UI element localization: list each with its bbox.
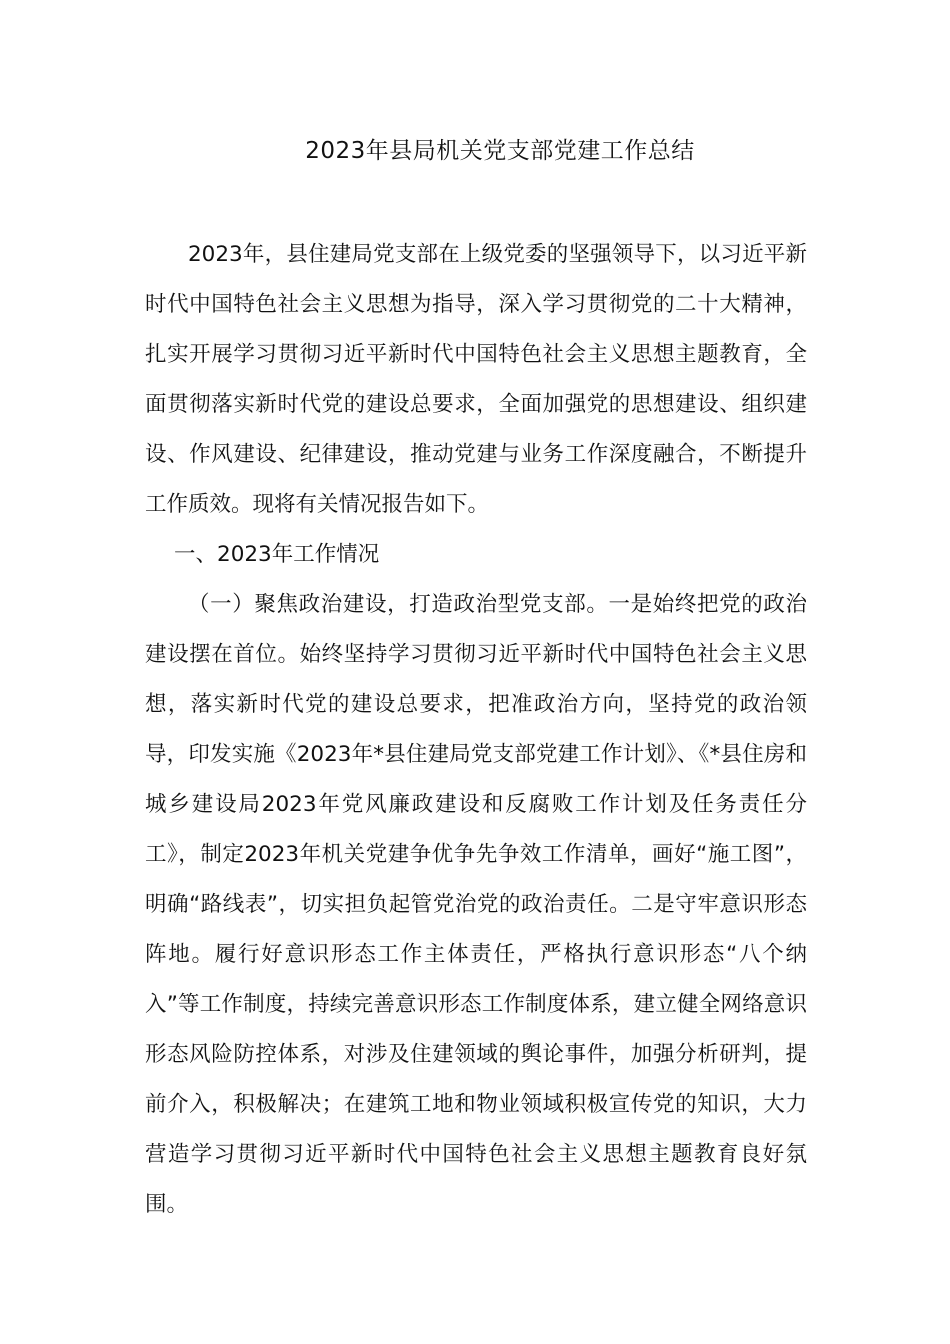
document-title: 2023年县局机关党支部党建工作总结 [305, 138, 695, 164]
intro-paragraph: 2023年，县住建局党支部在上级党委的坚强领导下，以习近平新时代中国特色社会主义思想为指导，深入学习贯彻党的二十大精神，扎实开展学习贯彻习近平新时代中国特色社会主义思想主题教育，全面贯彻落实新时代党的建设总要求，全面加强党的思想建设、组织建设、作风建设、纪律建设，推动党建与业务工作深度融合，不断提升工作质效。现将有关情况报告如下。 [145, 242, 807, 517]
section-heading: 一、2023年工作情况 [174, 542, 380, 567]
document-body [145, 230, 807, 1230]
section-paragraph: （一）聚焦政治建设，打造政治型党支部。一是始终把党的政治建设摆在首位。始终坚持学习贯彻习近平新时代中国特色社会主义思想，落实新时代党的建设总要求，把准政治方向，坚持党的政治领导，印发实施《2023年*县住建局党支部党建工作计划》、《*县住房和城乡建设局2023年党风廉政建设和反腐败工作计划及任务责任分工》，制定2023年机关党建争优争先争效工作清单，画好“施工图”，明确“路线表”，切实担负起管党治党的政治责任。二是守牢意识形态阵地。履行好意识形态工作主体责任，严格执行意识形态“八个纳入”等工作制度，持续完善意识形态工作制度体系，建立健全网络意识形态风险防控体系，对涉及住建领域的舆论事件，加强分析研判，提前介入，积极解决；在建筑工地和物业领域积极宣传党的知识，大力营造学习贯彻习近平新时代中国特色社会主义思想主题教育良好氛围。 [145, 592, 807, 1217]
